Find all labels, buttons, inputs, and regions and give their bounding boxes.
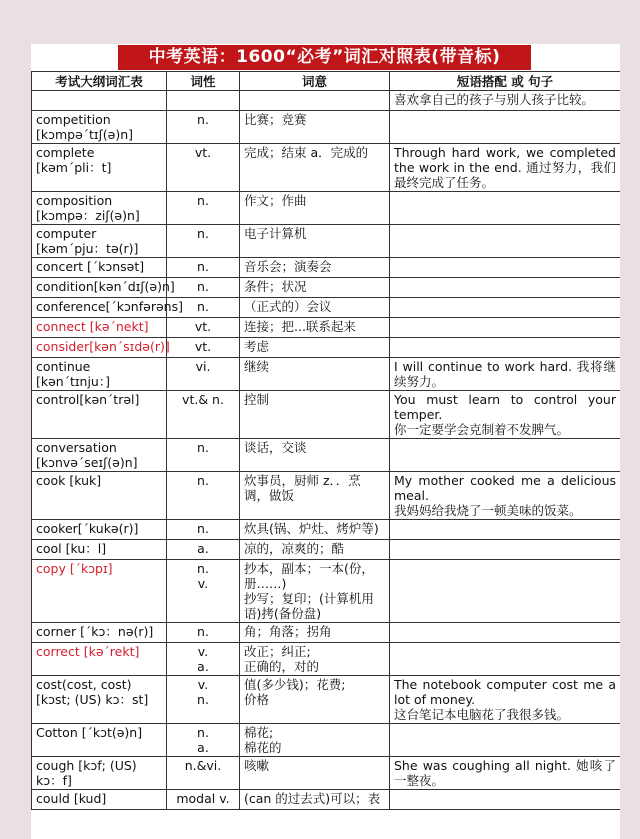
meaning-cell: 棉花; 棉花的 (240, 724, 390, 757)
page-title: 中考英语：1600“必考”词汇对照表(带音标) (118, 45, 531, 70)
example-cell (390, 520, 621, 540)
meaning-cell: 作文；作曲 (240, 192, 390, 225)
word-cell (32, 91, 167, 111)
meaning-cell: 控制 (240, 391, 390, 439)
pos-cell: a. (167, 540, 240, 560)
meaning-cell: 炊具(锅、炉灶、烤炉等) (240, 520, 390, 540)
word-cell: concert [΄kɔnsət] (32, 258, 167, 278)
pos-cell: n. (167, 278, 240, 298)
example-cell: 喜欢拿自己的孩子与别人孩子比较。 (390, 91, 621, 111)
table-row (32, 472, 621, 520)
pos-cell: n. v. (167, 560, 240, 623)
example-cell (390, 790, 621, 810)
word-cell: connect [kə΄nekt] (32, 318, 167, 338)
meaning-cell: 值(多少钱)；花费; 价格 (240, 676, 390, 724)
example-cell: You must learn to control your temper. 你一定要学会克制着不发脾气。 (390, 391, 621, 439)
pos-cell: n. (167, 623, 240, 643)
word-cell: conversation [kɔnvə΄seɪʃ(ə)n] (32, 439, 167, 472)
meaning-cell (240, 91, 390, 111)
table-row (32, 643, 621, 676)
word-cell: Cotton [΄kɔt(ə)n] (32, 724, 167, 757)
pos-cell (167, 91, 240, 111)
meaning-cell: 电子计算机 (240, 225, 390, 258)
meaning-cell: 抄本，副本；一本(份，册……) 抄写；复印；(计算机用语)拷(备份盘) (240, 560, 390, 623)
table-row (32, 278, 621, 298)
example-cell (390, 225, 621, 258)
table-header-row (32, 72, 621, 91)
word-cell: continue [kən΄tɪnju：] (32, 358, 167, 391)
example-cell (390, 623, 621, 643)
example-cell (390, 724, 621, 757)
example-cell (390, 643, 621, 676)
table-row (32, 520, 621, 540)
table-row (32, 111, 621, 144)
table-row (32, 144, 621, 192)
meaning-cell: 完成；结束 a．完成的 (240, 144, 390, 192)
word-cell: conference[΄kɔnfərəns] (32, 298, 167, 318)
pos-cell: n. (167, 439, 240, 472)
word-cell: cook [kuk] (32, 472, 167, 520)
meaning-cell: 连接；把...联系起来 (240, 318, 390, 338)
meaning-cell: 音乐会；演奏会 (240, 258, 390, 278)
pos-cell: vt. (167, 318, 240, 338)
vocabulary-table (31, 71, 620, 810)
table-row (32, 298, 621, 318)
column-header-word: 考试大纲词汇表 (32, 72, 167, 91)
table-row (32, 318, 621, 338)
meaning-cell: 考虑 (240, 338, 390, 358)
table-row (32, 439, 621, 472)
meaning-cell: 炊事员，厨师 z．．烹调，做饭 (240, 472, 390, 520)
example-cell: I will continue to work hard. 我将继续努力。 (390, 358, 621, 391)
meaning-cell: 改正；纠正; 正确的，对的 (240, 643, 390, 676)
word-cell: computer [kəm΄pju：tə(r)] (32, 225, 167, 258)
word-cell: complete [kəm΄pli：t] (32, 144, 167, 192)
table-row (32, 560, 621, 623)
example-cell: Through hard work, we completed the work in the end. 通过努力，我们最终完成了任务。 (390, 144, 621, 192)
example-cell (390, 111, 621, 144)
pos-cell: n. (167, 192, 240, 225)
table-row (32, 358, 621, 391)
meaning-cell: 角；角落；拐角 (240, 623, 390, 643)
example-cell (390, 278, 621, 298)
table-row (32, 676, 621, 724)
example-cell (390, 338, 621, 358)
pos-cell: vt. (167, 144, 240, 192)
meaning-cell: 条件；状况 (240, 278, 390, 298)
table-row (32, 757, 621, 790)
meaning-cell: 凉的，凉爽的；酷 (240, 540, 390, 560)
meaning-cell: （正式的）会议 (240, 298, 390, 318)
word-cell: corner [΄kɔ：nə(r)] (32, 623, 167, 643)
example-cell (390, 258, 621, 278)
pos-cell: vi. (167, 358, 240, 391)
word-cell: cooker[΄kukə(r)] (32, 520, 167, 540)
table-row (32, 623, 621, 643)
table-row (32, 724, 621, 757)
word-cell: control[kən΄trəl] (32, 391, 167, 439)
table-row (32, 540, 621, 560)
pos-cell: n. a. (167, 724, 240, 757)
word-cell: condition[kən΄dɪʃ(ə)n] (32, 278, 167, 298)
meaning-cell: (can 的过去式)可以；表 (240, 790, 390, 810)
word-cell: correct [kə΄rekt] (32, 643, 167, 676)
meaning-cell: 谈话，交谈 (240, 439, 390, 472)
pos-cell: n. (167, 520, 240, 540)
table-row (32, 192, 621, 225)
example-cell (390, 192, 621, 225)
pos-cell: n.&vi. (167, 757, 240, 790)
word-cell: cost(cost, cost) [kɔst; (US) kɔ：st] (32, 676, 167, 724)
pos-cell: vt. (167, 338, 240, 358)
table-row (32, 391, 621, 439)
pos-cell: n. (167, 225, 240, 258)
word-cell: competition [kɔmpə΄tɪʃ(ə)n] (32, 111, 167, 144)
example-cell: The notebook computer cost me a lot of money. 这台笔记本电脑花了我很多钱。 (390, 676, 621, 724)
word-cell: cool [ku：l] (32, 540, 167, 560)
word-cell: consider[kən΄sɪdə(r)] (32, 338, 167, 358)
example-cell: My mother cooked me a delicious meal. 我妈妈给我烧了一顿美味的饭菜。 (390, 472, 621, 520)
meaning-cell: 继续 (240, 358, 390, 391)
vocabulary-sheet (31, 44, 620, 839)
table-row (32, 225, 621, 258)
pos-cell: n. (167, 111, 240, 144)
pos-cell: n. (167, 258, 240, 278)
example-cell: She was coughing all night. 她咳了一整夜。 (390, 757, 621, 790)
word-cell: composition [kɔmpə：ziʃ(ə)n] (32, 192, 167, 225)
pos-cell: n. (167, 298, 240, 318)
column-header-example: 短语搭配 或 句子 (390, 72, 621, 91)
table-row (32, 258, 621, 278)
column-header-pos: 词性 (167, 72, 240, 91)
table-row (32, 338, 621, 358)
example-cell (390, 560, 621, 623)
word-cell: copy [΄kɔpɪ] (32, 560, 167, 623)
word-cell: could [kud] (32, 790, 167, 810)
column-header-meaning: 词意 (240, 72, 390, 91)
word-cell: cough [kɔf; (US) kɔ：f] (32, 757, 167, 790)
meaning-cell: 比赛；竞赛 (240, 111, 390, 144)
pos-cell: v. a. (167, 643, 240, 676)
table-row (32, 91, 621, 111)
example-cell (390, 318, 621, 338)
meaning-cell: 咳嗽 (240, 757, 390, 790)
pos-cell: v. n. (167, 676, 240, 724)
example-cell (390, 298, 621, 318)
pos-cell: n. (167, 472, 240, 520)
example-cell (390, 540, 621, 560)
example-cell (390, 439, 621, 472)
pos-cell: modal v. (167, 790, 240, 810)
table-row (32, 790, 621, 810)
pos-cell: vt.& n. (167, 391, 240, 439)
